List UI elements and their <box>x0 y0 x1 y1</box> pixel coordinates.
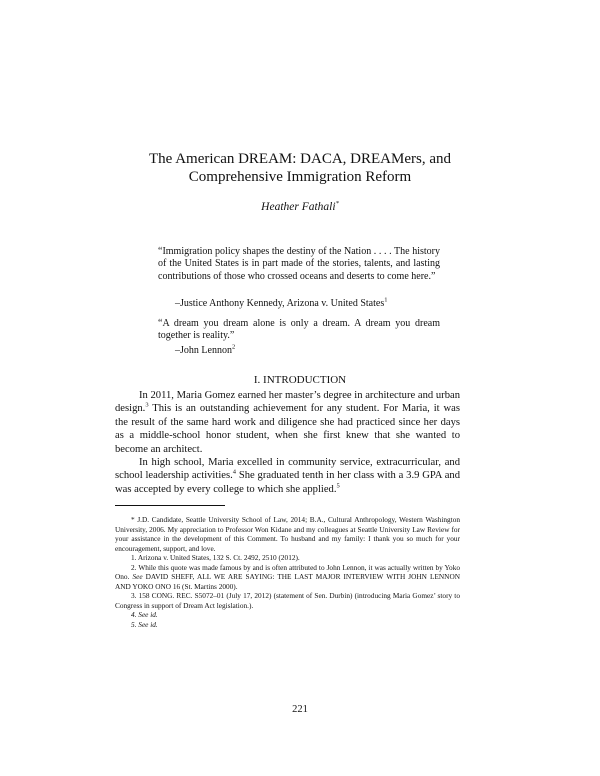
author-byline <box>100 201 500 213</box>
footnote-signal: See <box>132 572 143 581</box>
footnote-text: S5072–01 (July 17, 2012) (statement of Sen. Durbin) (introducing Maria Gomez’ story to Congress in support of Dream Act legislation.). <box>115 591 460 610</box>
section-numeral: I. I <box>253 374 267 386</box>
epigraph-lennon <box>158 318 440 343</box>
footnote-5 <box>115 620 460 630</box>
epigraph-quote: “Immigration policy shapes the destiny of the Nation . . . . The history of the United States is in part made of the stories, talents, and lasting contributions of those who crossed oceans and deserts to come here.” <box>158 246 440 282</box>
footnote-ref: 1 <box>384 296 388 304</box>
footnote-divider <box>115 505 225 506</box>
page-number: 221 <box>292 704 308 715</box>
body-sentence: In 2011, Maria Gomez earned her master’s degree in architecture and urban design. <box>115 390 460 415</box>
epigraph-attribution <box>175 298 387 309</box>
body-paragraph <box>115 389 460 456</box>
footnote-citation: DAVID SHEFF, ALL WE ARE SAYING: THE LAST MAJOR INTERVIEW WITH JOHN LENNON AND YOKO ONO <box>115 572 460 591</box>
footnote-ref: 3 <box>145 401 149 409</box>
footnote-text: 2. While this quote was made famous by and is often attributed to John Lennon, it was actually written by Yoko Ono. <box>115 562 460 581</box>
footnote-citation: CONG. REC. <box>151 591 193 600</box>
footnote-ref: 2 <box>231 343 236 351</box>
footnote-text: 3. 158 <box>131 591 152 600</box>
section-heading <box>100 374 500 386</box>
epigraph-quote: “A dream you dream alone is only a dream. A dream you dream together is reality.” <box>158 318 440 342</box>
author-footnote-mark: * <box>335 200 339 208</box>
title-line-1: The American DREAM: DACA, DREAMers, and <box>148 151 452 167</box>
footnote-ref: 4 <box>232 468 236 476</box>
title-line-2: Comprehensive Immigration Reform <box>188 169 412 185</box>
footnote-1: 1. Arizona v. United States, 132 S. Ct. 2492, 2510 (2012). <box>131 553 300 562</box>
attribution-text: –John Lennon <box>175 345 232 356</box>
footnotes <box>115 515 460 629</box>
article-title <box>100 150 500 186</box>
footnote-3 <box>115 591 460 610</box>
body-sentence: She graduated tenth in her class with a 3.9 GPA and was accepted by every college to which she applied. <box>115 470 460 495</box>
body-sentence: In high school, Maria excelled in community service, extracurricular, and school leadership activities. <box>115 457 460 482</box>
body-sentence: This is an outstanding achievement for any student. For Maria, it was the result of the same hard work and diligence she had practiced since her days as a middle-school honor student, when she first knew that she wanted to become an architect. <box>115 403 460 455</box>
epigraph-attribution <box>175 345 235 356</box>
body-paragraph <box>115 456 460 496</box>
epigraph-kennedy <box>158 246 440 283</box>
footnote-star: * J.D. Candidate, Seattle University School of Law, 2014; B.A., Cultural Anthropology, Western Washington University, 2006. My appreciation to Professor Won Kidane and my colleagues at Seattle University Law Review for your assistance in the development of this Comment. To husband and my family: I thank you so much for your encouragement, support, and love. <box>115 515 460 553</box>
attribution-text: –Justice Anthony Kennedy, Arizona v. United States <box>175 298 385 309</box>
section-name: NTRODUCTION <box>266 374 347 386</box>
footnote-4 <box>115 610 460 620</box>
body-text <box>115 389 460 496</box>
footnote-2 <box>115 563 460 592</box>
footnote-ref: 5 <box>336 482 340 490</box>
author-name: Heather Fathali <box>261 201 336 213</box>
footnote-text: 16 (St. Martins 2000). <box>171 581 238 591</box>
footnote-text: 4. See id. <box>131 610 158 619</box>
footnote-text: 5. See id. <box>131 619 158 629</box>
